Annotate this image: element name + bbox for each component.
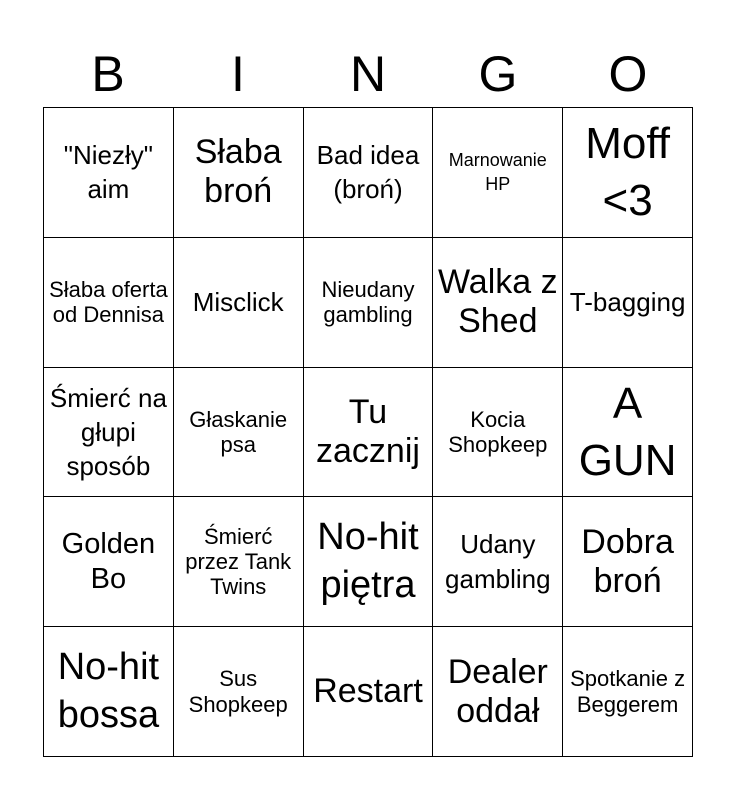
bingo-cell[interactable]: Kocia Shopkeep xyxy=(433,368,563,498)
header-letter-b: B xyxy=(91,46,125,102)
bingo-cell[interactable]: Bad idea (broń) xyxy=(304,108,434,238)
header-letter-i: I xyxy=(231,46,245,102)
header-letter-n: N xyxy=(349,46,387,102)
bingo-cell[interactable]: A GUN xyxy=(563,368,693,498)
bingo-header xyxy=(43,42,693,106)
header-letter-o: O xyxy=(608,46,648,102)
bingo-cell[interactable]: Słaba broń xyxy=(174,108,304,238)
bingo-cell[interactable]: T-bagging xyxy=(563,238,693,368)
bingo-cell[interactable]: Marnowanie HP xyxy=(433,108,563,238)
bingo-cell[interactable]: Restart xyxy=(304,627,434,757)
bingo-cell[interactable]: Słaba oferta od Dennisa xyxy=(44,238,174,368)
bingo-cell[interactable]: No-hit piętra xyxy=(304,497,434,627)
bingo-cell[interactable]: Udany gambling xyxy=(433,497,563,627)
bingo-cell[interactable]: Walka z Shed xyxy=(433,238,563,368)
bingo-grid xyxy=(43,107,693,757)
bingo-cell[interactable]: Głaskanie psa xyxy=(174,368,304,498)
bingo-cell[interactable]: Dealer oddał xyxy=(433,627,563,757)
bingo-cell[interactable]: Spotkanie z Beggerem xyxy=(563,627,693,757)
bingo-cell[interactable]: Tu zacznij xyxy=(304,368,434,498)
bingo-cell[interactable]: Nieudany gambling xyxy=(304,238,434,368)
bingo-cell[interactable]: "Niezły" aim xyxy=(44,108,174,238)
header-letter-g: G xyxy=(478,46,518,102)
bingo-cell[interactable]: Sus Shopkeep xyxy=(174,627,304,757)
bingo-cell[interactable]: No-hit bossa xyxy=(44,627,174,757)
bingo-cell[interactable]: Śmierć przez Tank Twins xyxy=(174,497,304,627)
bingo-cell[interactable]: Golden Bo xyxy=(44,497,174,627)
bingo-cell[interactable]: Moff <3 xyxy=(563,108,693,238)
bingo-cell[interactable]: Misclick xyxy=(174,238,304,368)
bingo-cell[interactable]: Dobra broń xyxy=(563,497,693,627)
bingo-cell[interactable]: Śmierć na głupi sposób xyxy=(44,368,174,498)
